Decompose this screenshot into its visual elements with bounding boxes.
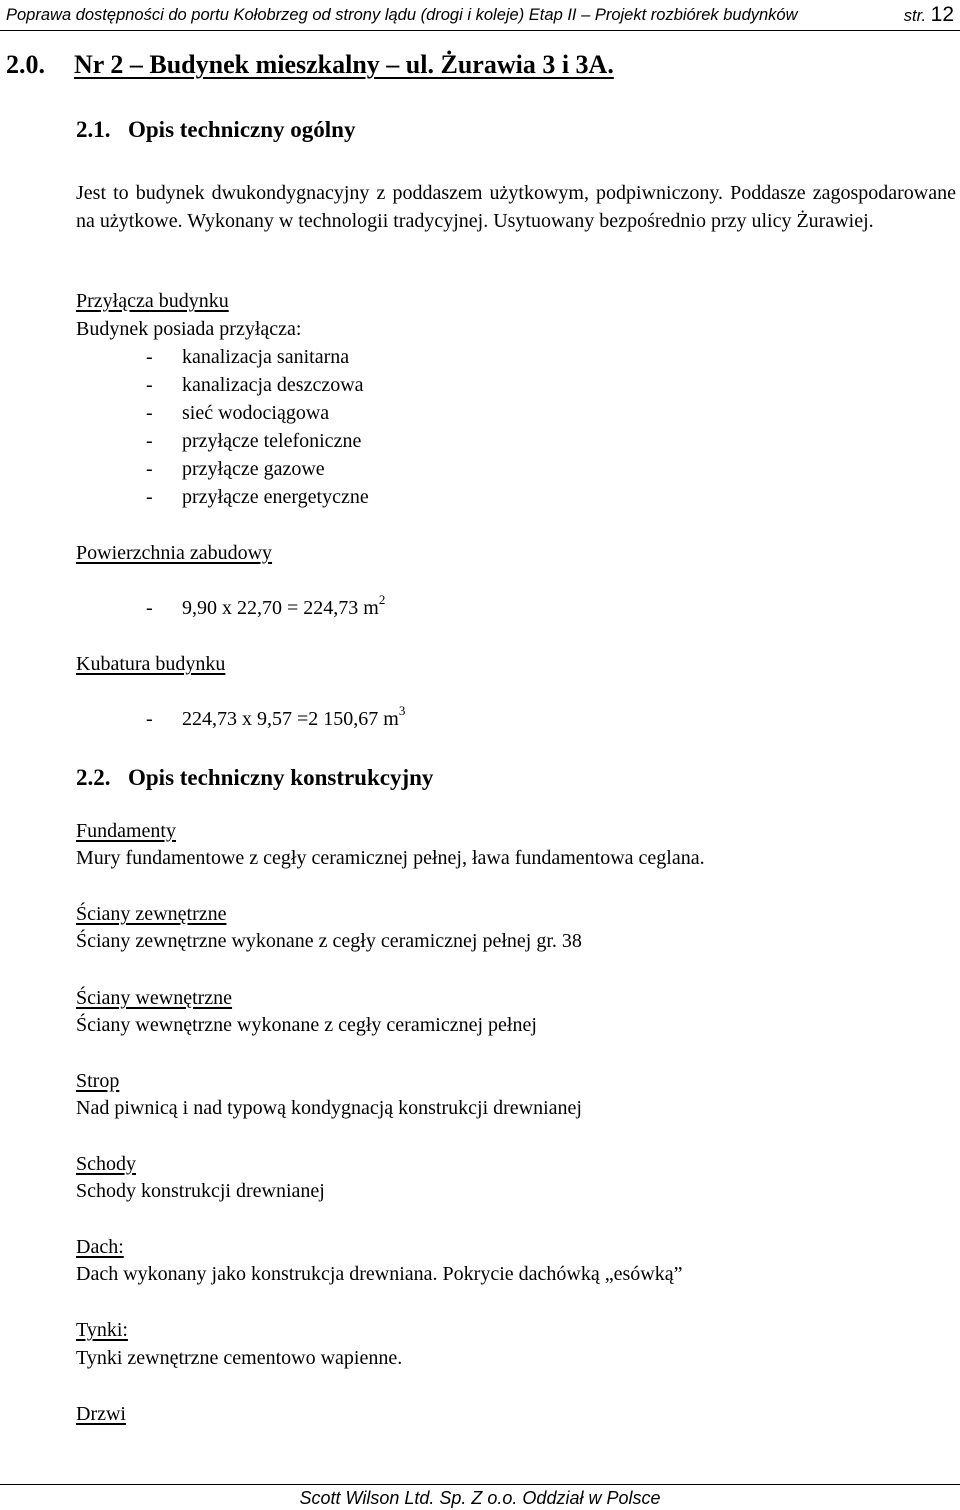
structural-title: Opis techniczny konstrukcyjny	[128, 765, 434, 790]
header-title: Poprawa dostępności do portu Kołobrzeg od strony lądu (drogi i koleje) Etap II – Projekt rozbiórek budynków	[6, 6, 798, 24]
item-label-dach: Dach:	[76, 1236, 124, 1258]
bullet-dash: -	[146, 402, 153, 424]
list-item: - sieć wodociągowa	[76, 402, 329, 425]
general-title: Opis techniczny ogólny	[128, 117, 356, 142]
area-heading: Powierzchnia zabudowy	[76, 542, 273, 564]
item-text-tynki: Tynki zewnętrzne cementowo wapienne.	[76, 1347, 403, 1369]
bullet-dash: -	[146, 346, 153, 368]
item-text-fundamenty: Mury fundamentowe z cegły ceramicznej pełnej, ława fundamentowa ceglana.	[76, 847, 705, 869]
section-title: Nr 2 – Budynek mieszkalny – ul. Żurawia 3 i 3A.	[74, 50, 614, 79]
list-item: - kanalizacja deszczowa	[76, 374, 364, 397]
structural-number: 2.2.	[76, 765, 111, 790]
footer-company: Scott Wilson Ltd. Sp. Z o.o. Oddział w Polsce	[299, 1488, 661, 1508]
item-label-strop: Strop	[76, 1070, 120, 1092]
item-text-sciany-wewnetrzne: Ściany wewnętrzne wykonane z cegły ceramicznej pełnej	[76, 1014, 537, 1036]
area-value: - 9,90 x 22,70 = 224,73 $m^2$	[76, 597, 385, 620]
item-text-strop: Nad piwnicą i nad typową kondygnacją konstrukcji drewnianej	[76, 1097, 582, 1119]
page-header	[0, 0, 960, 31]
connections-intro: Budynek posiada przyłącza:	[76, 318, 302, 340]
volume-heading: Kubatura budynku	[76, 653, 226, 675]
item-label-schody: Schody	[76, 1153, 136, 1175]
item-text-dach: Dach wykonany jako konstrukcja drewniana. Pokrycie dachówką „esówką”	[76, 1263, 683, 1285]
general-paragraph: Jest to budynek dwukondygnacyjny z poddaszem użytkowym, podpiwniczony. Poddasze zagospodarowane na użytkowe. Wykonany w technologii tradycyjnej. Usytuowany bezpośrednio przy ulicy Żurawiej.	[76, 182, 956, 232]
structural-heading	[76, 765, 433, 791]
page-number: 12	[930, 3, 954, 26]
bullet-dash: -	[146, 430, 153, 452]
item-text-sciany-zewnetrzne: Ściany zewnętrzne wykonane z cegły ceramicznej pełnej gr. 38	[76, 930, 582, 952]
list-item: - przyłącze energetyczne	[76, 486, 369, 509]
item-label-drzwi: Drzwi	[76, 1403, 126, 1425]
header-page	[904, 0, 954, 31]
page-label: str.	[903, 7, 927, 25]
bullet-dash: -	[146, 708, 153, 730]
item-label-tynki: Tynki:	[76, 1319, 128, 1341]
general-number: 2.1.	[76, 117, 111, 142]
footer-rule	[0, 1484, 960, 1485]
bullet-dash: -	[146, 374, 153, 396]
bullet-dash: -	[146, 597, 153, 619]
area-exponent: 2	[378, 592, 386, 607]
list-item: - kanalizacja sanitarna	[76, 346, 349, 369]
bullet-dash: -	[146, 458, 153, 480]
bullet-dash: -	[146, 486, 153, 508]
item-text-schody: Schody konstrukcji drewnianej	[76, 1180, 325, 1202]
list-item: - przyłącze gazowe	[76, 458, 325, 481]
item-label-sciany-zewnetrzne: Ściany zewnętrzne	[76, 903, 227, 925]
section-heading	[6, 50, 614, 80]
connections-heading: Przyłącza budynku	[76, 290, 229, 312]
section-number: 2.0.	[6, 50, 45, 79]
volume-exponent: 3	[398, 703, 406, 718]
list-item: - przyłącze telefoniczne	[76, 430, 361, 453]
item-label-fundamenty: Fundamenty	[76, 820, 176, 842]
general-heading	[76, 117, 355, 143]
item-label-sciany-wewnetrzne: Ściany wewnętrzne	[76, 987, 233, 1009]
volume-value: - 224,73 x 9,57 =2 150,67 $m^3$	[76, 708, 405, 731]
